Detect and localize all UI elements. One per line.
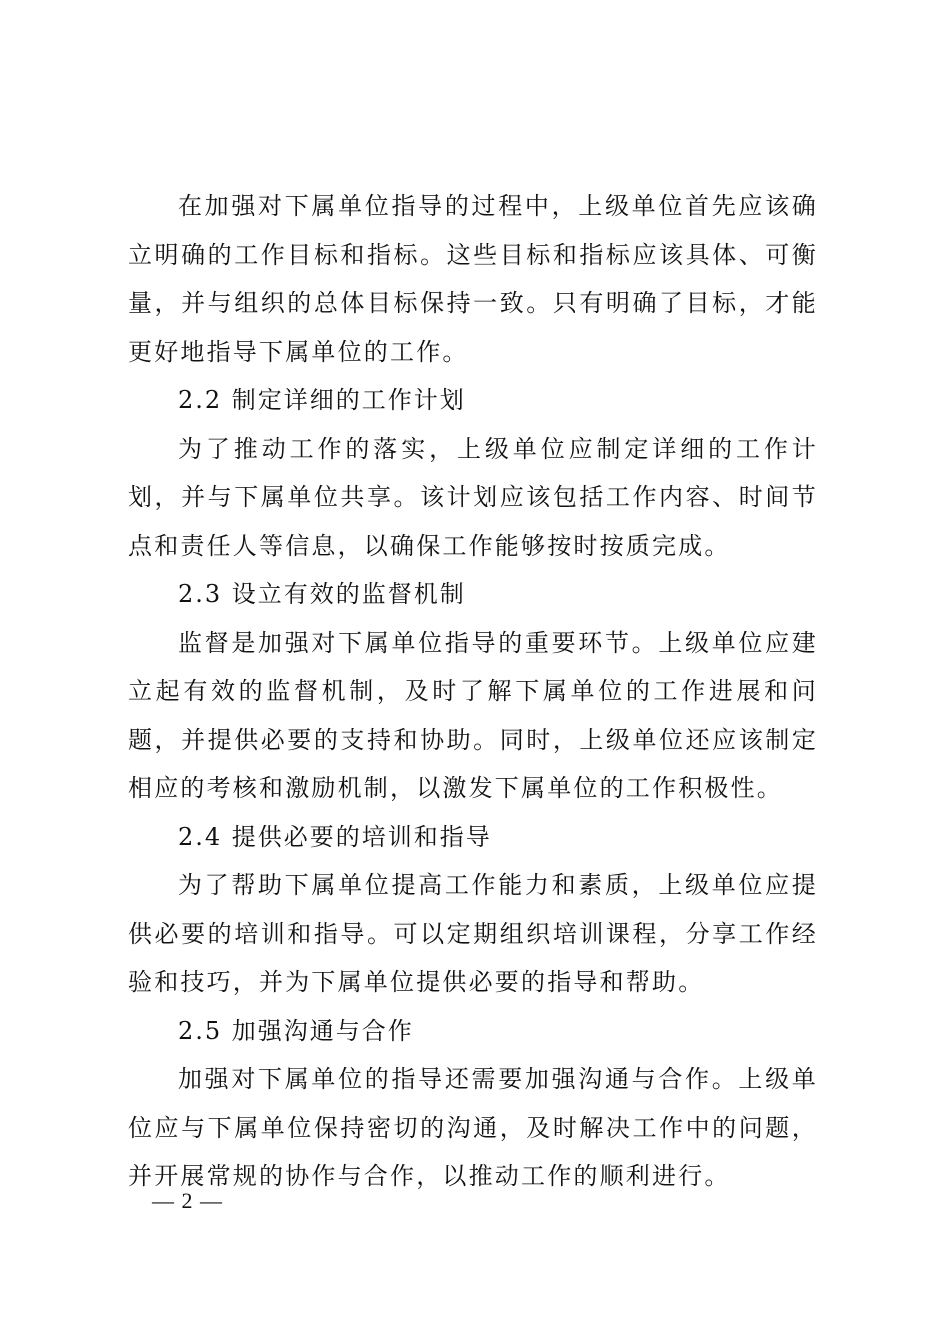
paragraph-communication: 加强对下属单位的指导还需要加强沟通与合作。上级单位应与下属单位保持密切的沟通，及时解决工作中的问题，并开展常规的协作与合作，以推动工作的顺利进行。: [128, 1065, 818, 1190]
paragraph-work-plan: 为了推动工作的落实，上级单位应制定详细的工作计划，并与下属单位共享。该计划应该包括工作内容、时间节点和责任人等信息，以确保工作能够按时按质完成。: [128, 434, 818, 560]
paragraph-supervision: 监督是加强对下属单位指导的重要环节。上级单位应建立起有效的监督机制，及时了解下属单位的工作进展和问题，并提供必要的支持和协助。同时，上级单位还应该制定相应的考核和激励机制，以激发下属单位的工作积极性。: [128, 628, 818, 802]
paragraph-training: 为了帮助下属单位提高工作能力和素质，上级单位应提供必要的培训和指导。可以定期组织培训课程，分享工作经验和技巧，并为下属单位提供必要的指导和帮助。: [128, 871, 818, 996]
section-heading-2-3: 2.3 设立有效的监督机制: [178, 580, 466, 608]
section-heading-2-5: 2.5 加强沟通与合作: [178, 1016, 414, 1045]
document-body: [128, 182, 818, 1201]
page-number: — 2 —: [152, 1188, 223, 1213]
paragraph-goals: 在加强对下属单位指导的过程中，上级单位首先应该确立明确的工作目标和指标。这些目标和指标应该具体、可衡量，并与组织的总体目标保持一致。只有明确了目标，才能更好地指导下属单位的工作。: [128, 192, 818, 366]
section-heading-2-4: 2.4 提供必要的培训和指导: [178, 822, 492, 851]
section-heading-2-2: 2.2 制定详细的工作计划: [178, 386, 466, 414]
